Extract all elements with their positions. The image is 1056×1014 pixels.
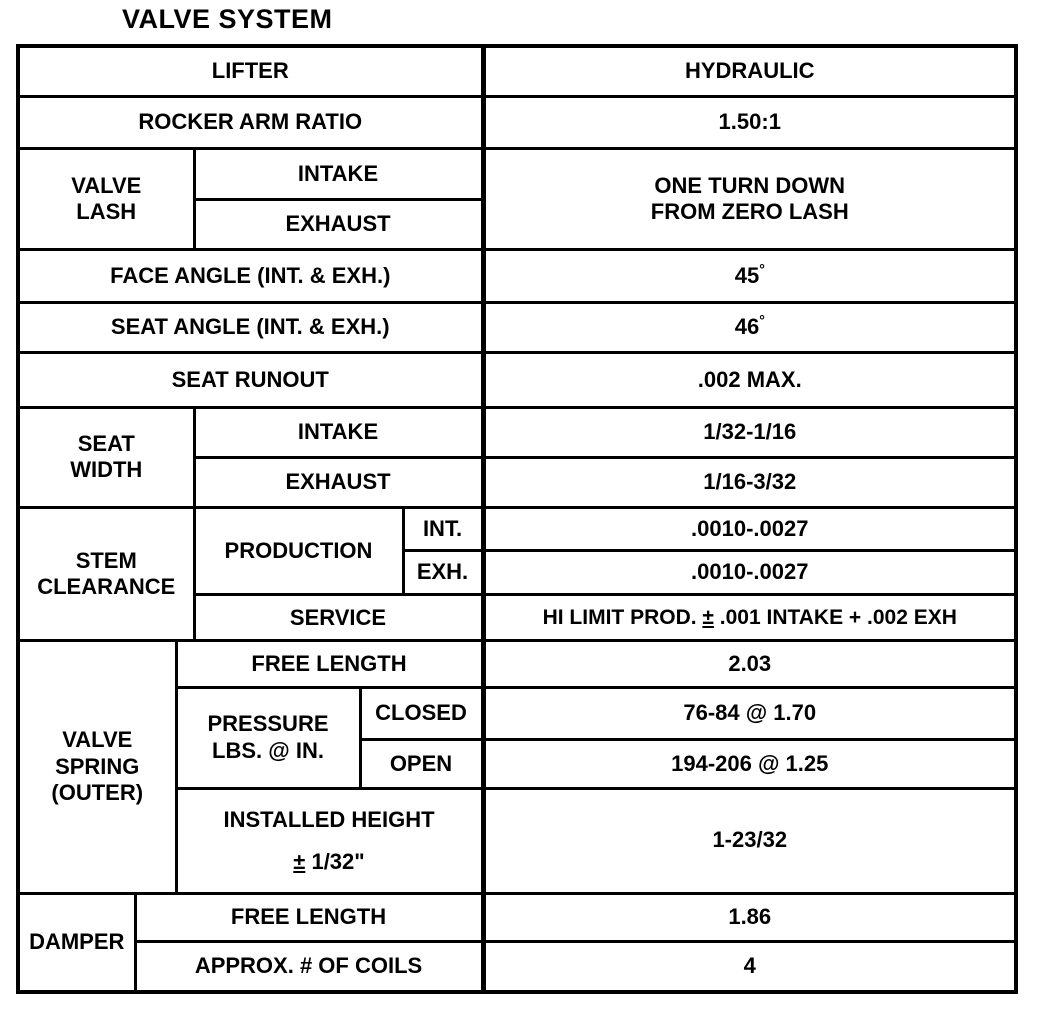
lifter-value: HYDRAULIC <box>483 46 1016 96</box>
service-value-prefix: HI LIMIT PROD. <box>542 606 703 630</box>
valve-spring-installed-height-value: 1-23/32 <box>483 788 1016 893</box>
face-angle-value: 45 <box>734 262 760 288</box>
valve-lash-intake-label: INTAKE <box>194 149 483 199</box>
valve-spring-group-line3: (OUTER) <box>51 780 144 806</box>
valve-lash-group-label <box>18 149 194 250</box>
rocker-arm-ratio-label: ROCKER ARM RATIO <box>18 96 483 148</box>
page-title: VALVE SYSTEM <box>122 4 333 34</box>
seat-width-intake-value: 1/32-1/16 <box>483 407 1016 457</box>
valve-spring-open-label: OPEN <box>360 740 483 788</box>
face-angle-label: FACE ANGLE (INT. & EXH.) <box>18 250 483 302</box>
table-row-seat-width-intake <box>18 407 1016 457</box>
stem-clearance-group-label <box>18 508 194 641</box>
stem-clearance-int-value: .0010-.0027 <box>483 508 1016 550</box>
seat-width-exhaust-label: EXHAUST <box>194 457 483 507</box>
damper-free-length-value: 1.86 <box>483 893 1016 941</box>
valve-spring-pressure-line2: LBS. @ IN. <box>212 737 324 763</box>
valve-lash-value-line1: ONE TURN DOWN <box>654 172 846 198</box>
seat-width-intake-label: INTAKE <box>194 407 483 457</box>
table-row-damper-coils <box>18 941 1016 992</box>
stem-clearance-group-line1: STEM <box>75 548 137 574</box>
table-row-face-angle <box>18 250 1016 302</box>
valve-lash-value-line2: FROM ZERO LASH <box>650 199 849 225</box>
table-row-stem-clearance-int <box>18 508 1016 550</box>
valve-spring-group-line1: VALVE <box>62 727 133 753</box>
seat-angle-degree-unit: ° <box>759 312 765 329</box>
stem-clearance-int-label: INT. <box>403 508 483 550</box>
damper-coils-value: 4 <box>483 941 1016 992</box>
face-angle-value-cell <box>483 250 1016 302</box>
face-angle-degree-unit: ° <box>759 260 765 277</box>
installed-height-plus-minus: ± <box>293 848 306 874</box>
valve-spring-group-label <box>18 641 176 893</box>
seat-width-exhaust-value: 1/16-3/32 <box>483 457 1016 507</box>
stem-clearance-exh-label: EXH. <box>403 550 483 594</box>
stem-clearance-service-label: SERVICE <box>194 595 483 641</box>
valve-system-spec-table <box>16 44 1018 994</box>
installed-height-line1: INSTALLED HEIGHT <box>223 806 435 832</box>
valve-lash-group-line2: LASH <box>76 199 137 225</box>
stem-clearance-production-label: PRODUCTION <box>194 508 403 595</box>
valve-spring-group-line2: SPRING <box>55 753 140 779</box>
stem-clearance-group-line2: CLEARANCE <box>37 574 176 600</box>
table-row-seat-angle <box>18 302 1016 352</box>
valve-spring-free-length-value: 2.03 <box>483 641 1016 687</box>
valve-spring-closed-value: 76-84 @ 1.70 <box>483 687 1016 739</box>
table-row-lifter <box>18 46 1016 96</box>
seat-width-group-line1: SEAT <box>77 431 135 457</box>
valve-spring-pressure-label <box>176 687 360 788</box>
damper-group-label: DAMPER <box>18 893 135 992</box>
seat-width-group-label <box>18 407 194 508</box>
table-row-valve-spring-free-length <box>18 641 1016 687</box>
valve-lash-exhaust-label: EXHAUST <box>194 199 483 249</box>
valve-spring-open-value: 194-206 @ 1.25 <box>483 740 1016 788</box>
valve-spring-pressure-line1: PRESSURE <box>207 711 329 737</box>
table-row-valve-lash-intake <box>18 149 1016 199</box>
seat-runout-label: SEAT RUNOUT <box>18 353 483 407</box>
seat-angle-label: SEAT ANGLE (INT. & EXH.) <box>18 302 483 352</box>
valve-spring-free-length-label: FREE LENGTH <box>176 641 483 687</box>
seat-angle-value-cell <box>483 302 1016 352</box>
rocker-arm-ratio-value: 1.50:1 <box>483 96 1016 148</box>
table-row-seat-runout <box>18 353 1016 407</box>
stem-clearance-service-value <box>483 595 1016 641</box>
installed-height-line2: 1/32" <box>305 848 365 874</box>
valve-spring-installed-height-label <box>176 788 483 893</box>
damper-free-length-label: FREE LENGTH <box>135 893 483 941</box>
valve-spring-closed-label: CLOSED <box>360 687 483 739</box>
valve-lash-value <box>483 149 1016 250</box>
stem-clearance-exh-value: .0010-.0027 <box>483 550 1016 594</box>
service-value-suffix: .001 INTAKE + .002 EXH <box>713 606 957 630</box>
service-value-plus-minus: ± <box>702 606 714 630</box>
valve-lash-group-line1: VALVE <box>71 172 142 198</box>
damper-coils-label: APPROX. # OF COILS <box>135 941 483 992</box>
seat-runout-value: .002 MAX. <box>483 353 1016 407</box>
table-row-rocker-arm-ratio <box>18 96 1016 148</box>
table-row-damper-free-length <box>18 893 1016 941</box>
seat-width-group-line2: WIDTH <box>70 457 143 483</box>
seat-angle-value: 46 <box>734 314 760 340</box>
lifter-label: LIFTER <box>18 46 483 96</box>
